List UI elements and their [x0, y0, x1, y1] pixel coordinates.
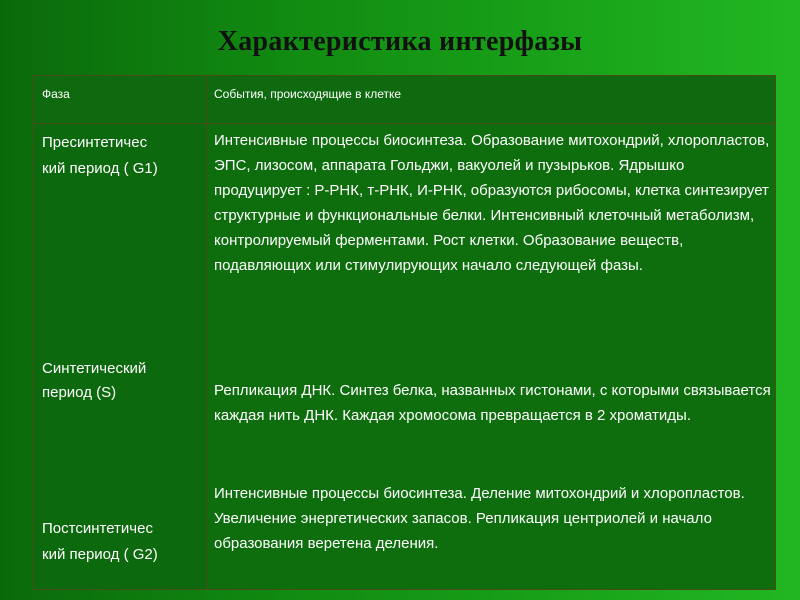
column-divider — [206, 76, 207, 589]
table-header-row — [34, 76, 775, 124]
phase-s — [42, 357, 202, 405]
events-s: Репликация ДНК. Синтез белка, названных гистонами, с которыми связывается каждая нить ДНК. Каждая хромосома превращается в 2 хроматиды. — [214, 382, 771, 424]
phase-g1-line2: кий период ( G1) — [42, 160, 158, 177]
phase-g1-line1: Пресинтетичес — [42, 134, 148, 151]
phase-g2-line2: кий период ( G2) — [42, 546, 158, 563]
phase-g2-line1: Постсинтетичес — [42, 520, 153, 537]
interphase-table — [33, 75, 776, 590]
phase-g1 — [42, 131, 202, 181]
header-phase: Фаза — [42, 87, 70, 101]
events-g1: Интенсивные процессы биосинтеза. Образование митохондрий, хлоропластов, ЭПС, лизосом, аппарата Гольджи, вакуолей и пузырьков. Ядрышко продуцирует : Р-РНК, т-РНК, И-РНК, образуются рибосомы, клетка синтезирует структурные и функциональные белки. Интенсивный клеточный метаболизм, контролируемый ферментами. Рост клетки. Образование веществ, подавляющих или стимулирующих начало следующей фазы. — [214, 132, 770, 274]
slide-title: Характеристика интерфазы — [217, 26, 583, 57]
phase-s-line2: период (S) — [42, 384, 117, 401]
header-events: События, происходящие в клетке — [214, 87, 402, 101]
phase-s-line1: Синтетический — [42, 360, 147, 377]
events-g2: Интенсивные процессы биосинтеза. Деление митохондрий и хлоропластов. Увеличение энергетических запасов. Репликация центриолей и начало образования веретена деления. — [214, 485, 745, 552]
phase-g2 — [42, 517, 202, 567]
